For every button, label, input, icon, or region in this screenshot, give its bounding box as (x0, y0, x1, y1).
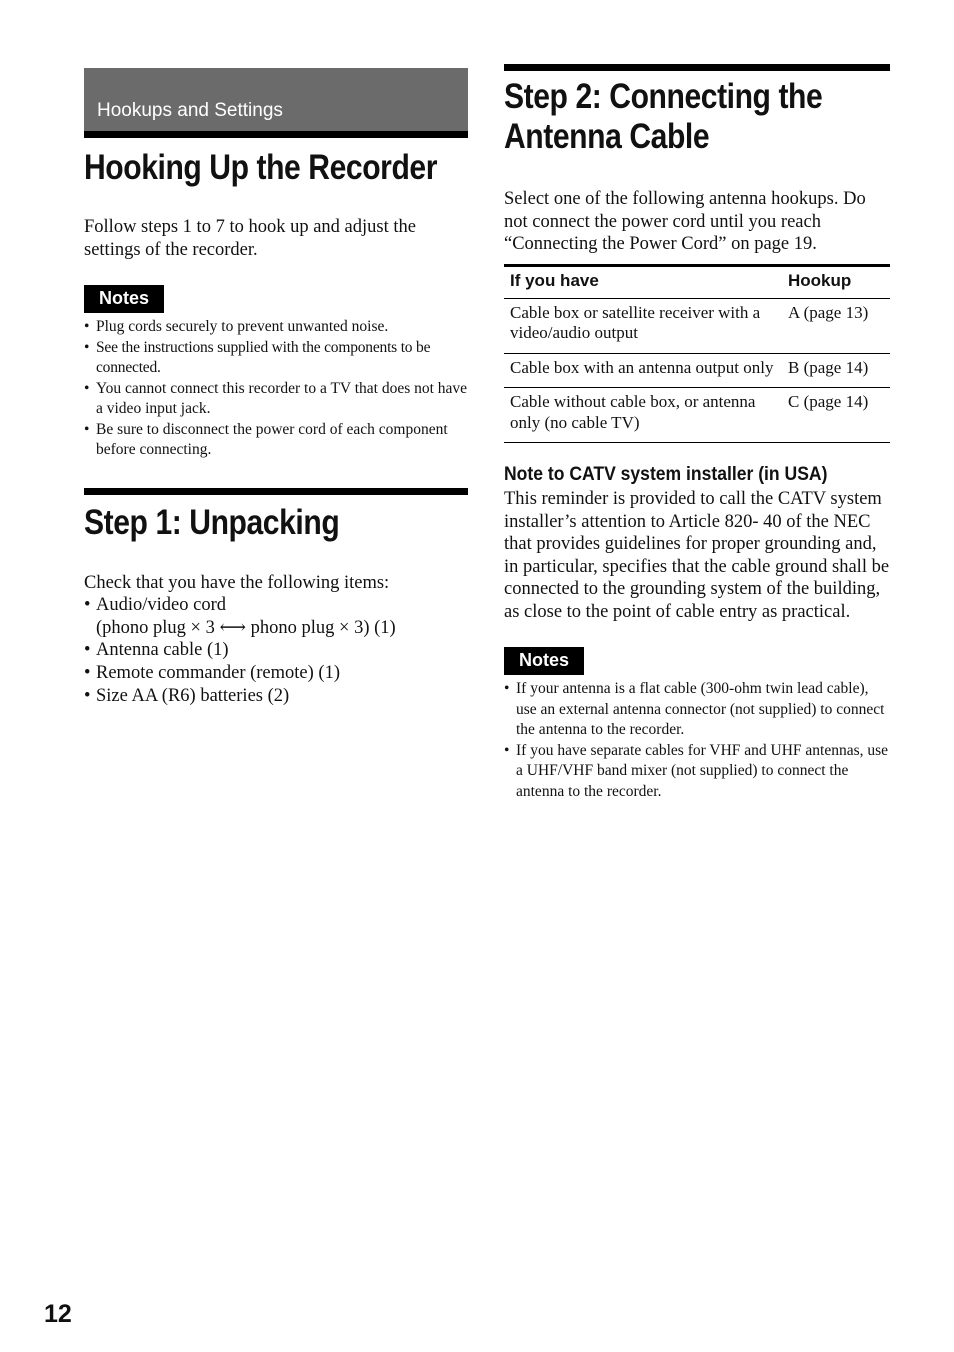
table-header: If you have (504, 265, 782, 298)
table-row (504, 353, 890, 388)
list-item: • Antenna cable (1) (84, 639, 468, 662)
table-cell: Cable box with an antenna output only (504, 353, 782, 388)
list-item: • Remote commander (remote) (1) (84, 662, 468, 685)
catv-heading: Note to CATV system installer (in USA) (504, 463, 828, 485)
step1-title: Step 1: Unpacking (84, 502, 340, 542)
notes-list (84, 317, 468, 461)
items-list (84, 594, 468, 708)
list-item: • You cannot connect this recorder to a TV that does not have a video input jack. (84, 379, 468, 420)
table-cell: Cable box or satellite receiver with a video/audio output (504, 298, 782, 353)
list-item-line: (phono plug × 3 ⟷ phono plug × 3) (1) (96, 617, 396, 638)
step1-intro: Check that you have the following items: (84, 572, 390, 593)
list-item: • Size AA (R6) batteries (2) (84, 685, 468, 708)
catv-text: This reminder is provided to call the CATV system installer’s attention to Article 820- 40 of the NEC that provides guidelines for proper grounding and, in particular, specifies that the cable ground shall be connected to the grounding system of the building, as close to the point of cable entry as practical. (504, 489, 890, 622)
notes-label: Notes (84, 285, 164, 313)
table-cell: A (page 13) (782, 298, 890, 353)
page-number: 12 (44, 1300, 72, 1328)
list-item: • If your antenna is a flat cable (300-ohm twin lead cable), use an external antenna connector (not supplied) to connect the antenna to the recorder. (504, 679, 890, 741)
table-header: Hookup (782, 265, 890, 298)
left-column (84, 68, 468, 708)
table-cell: Cable without cable box, or antenna only (no cable TV) (504, 388, 782, 443)
step2-title-line: Step 2: Connecting the (504, 77, 823, 116)
table-header-row (504, 265, 890, 298)
table-cell: B (page 14) (782, 353, 890, 388)
list-item: • If you have separate cables for VHF and UHF antennas, use a UHF/VHF band mixer (not supplied) to connect the antenna to the recorder. (504, 741, 890, 803)
table-cell: C (page 14) (782, 388, 890, 443)
list-item: • Be sure to disconnect the power cord of each component before connecting. (84, 420, 468, 461)
hookup-table (504, 264, 890, 444)
step2-title-line: Antenna Cable (504, 117, 710, 156)
table-row (504, 298, 890, 353)
step2-title (504, 77, 836, 157)
step2-intro: Select one of the following antenna hookups. Do not connect the power cord until you reach “Connecting the Power Cord” on page 19. (504, 189, 866, 254)
table-row (504, 388, 890, 443)
section-rule (84, 488, 468, 495)
list-item-line: Audio/video cord (96, 595, 226, 615)
right-column (504, 64, 890, 802)
section-rule (504, 64, 890, 71)
section-banner-label: Hookups and Settings (97, 100, 283, 121)
page-title: Hooking Up the Recorder (84, 148, 438, 187)
list-item: • Plug cords securely to prevent unwanted noise. (84, 317, 468, 338)
notes-list (504, 679, 890, 802)
notes-label: Notes (504, 647, 584, 675)
intro-text: Follow steps 1 to 7 to hook up and adjust the settings of the recorder. (84, 217, 416, 260)
section-banner (84, 68, 468, 138)
list-item: • See the instructions supplied with the components to be connected. (84, 338, 468, 379)
list-item (84, 594, 468, 639)
